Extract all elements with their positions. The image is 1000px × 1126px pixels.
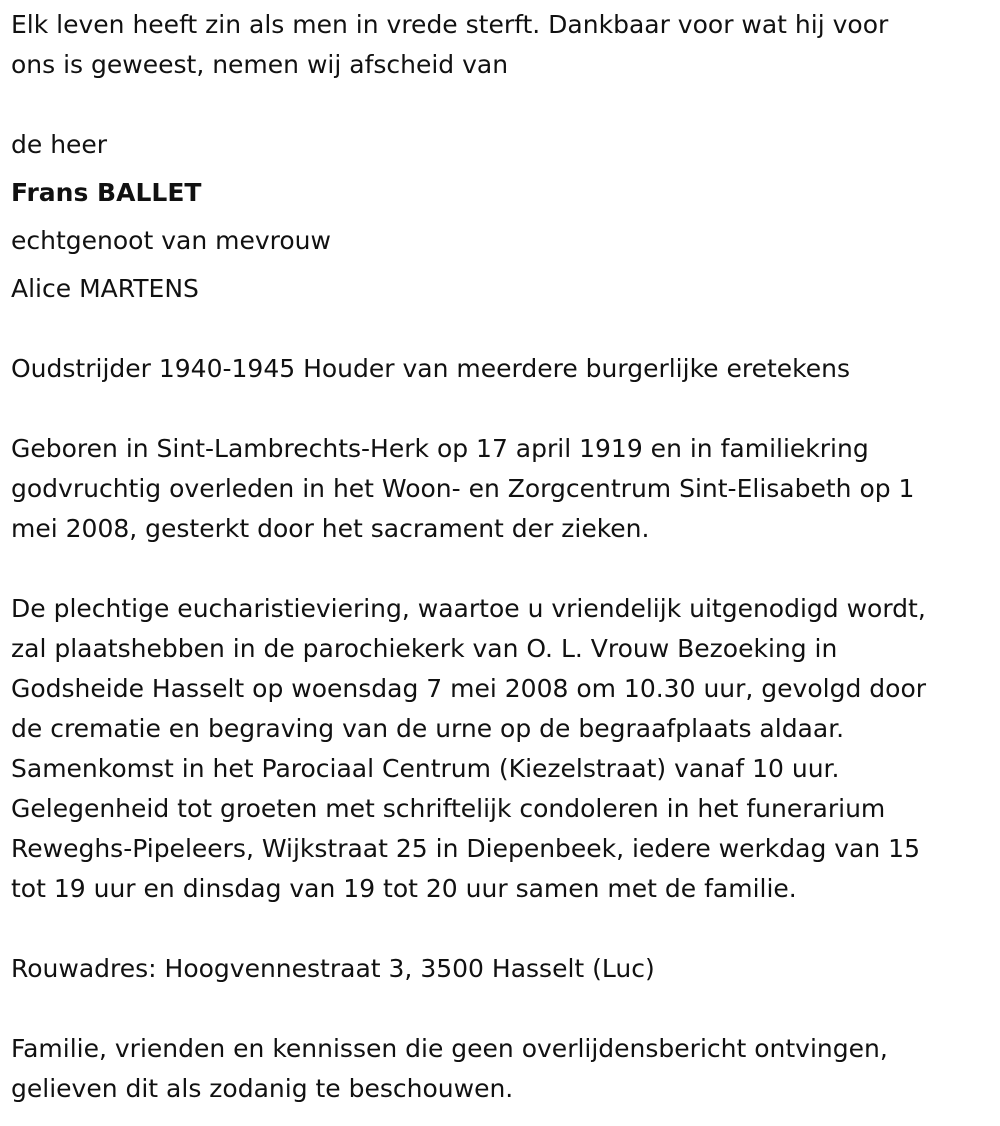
distinctions: Oudstrijder 1940-1945 Houder van meerdere burgerlijke eretekens	[11, 354, 851, 383]
intro-line: Elk leven heeft zin als men in vrede sterft. Dankbaar voor wat hij voor	[11, 10, 889, 39]
closing-line: Familie, vrienden en kennissen die geen overlijdensbericht ontvingen,	[11, 1034, 888, 1063]
ceremony-line: De plechtige eucharistieviering, waartoe u vriendelijk uitgenodigd wordt,	[11, 594, 926, 623]
ceremony-line: tot 19 uur en dinsdag van 19 tot 20 uur samen met de familie.	[11, 874, 797, 903]
ceremony-line: Gelegenheid tot groeten met schriftelijk condoleren in het funerarium	[11, 794, 886, 823]
ceremony-line: Samenkomst in het Parociaal Centrum (Kiezelstraat) vanaf 10 uur.	[11, 754, 840, 783]
honorific: de heer	[11, 130, 108, 159]
mourning-address: Rouwadres: Hoogvennestraat 3, 3500 Hasselt (Luc)	[11, 954, 655, 983]
spouse-label: echtgenoot van mevrouw	[11, 226, 331, 255]
birth-death-line: Geboren in Sint-Lambrechts-Herk op 17 april 1919 en in familiekring	[11, 434, 869, 463]
birth-death-line: mei 2008, gesterkt door het sacrament der zieken.	[11, 514, 650, 543]
intro-line: ons is geweest, nemen wij afscheid van	[11, 50, 509, 79]
birth-death-line: godvruchtig overleden in het Woon- en Zorgcentrum Sint-Elisabeth op 1	[11, 474, 915, 503]
ceremony-line: Godsheide Hasselt op woensdag 7 mei 2008 om 10.30 uur, gevolgd door	[11, 674, 927, 703]
ceremony-line: Reweghs-Pipeleers, Wijkstraat 25 in Diepenbeek, iedere werkdag van 15	[11, 834, 920, 863]
ceremony-line: zal plaatshebben in de parochiekerk van O. L. Vrouw Bezoeking in	[11, 634, 838, 663]
ceremony-line: de crematie en begraving van de urne op de begraafplaats aldaar.	[11, 714, 845, 743]
closing-line: gelieven dit als zodanig te beschouwen.	[11, 1074, 514, 1103]
spouse-name: Alice MARTENS	[11, 274, 199, 303]
deceased-name: Frans BALLET	[11, 178, 202, 207]
